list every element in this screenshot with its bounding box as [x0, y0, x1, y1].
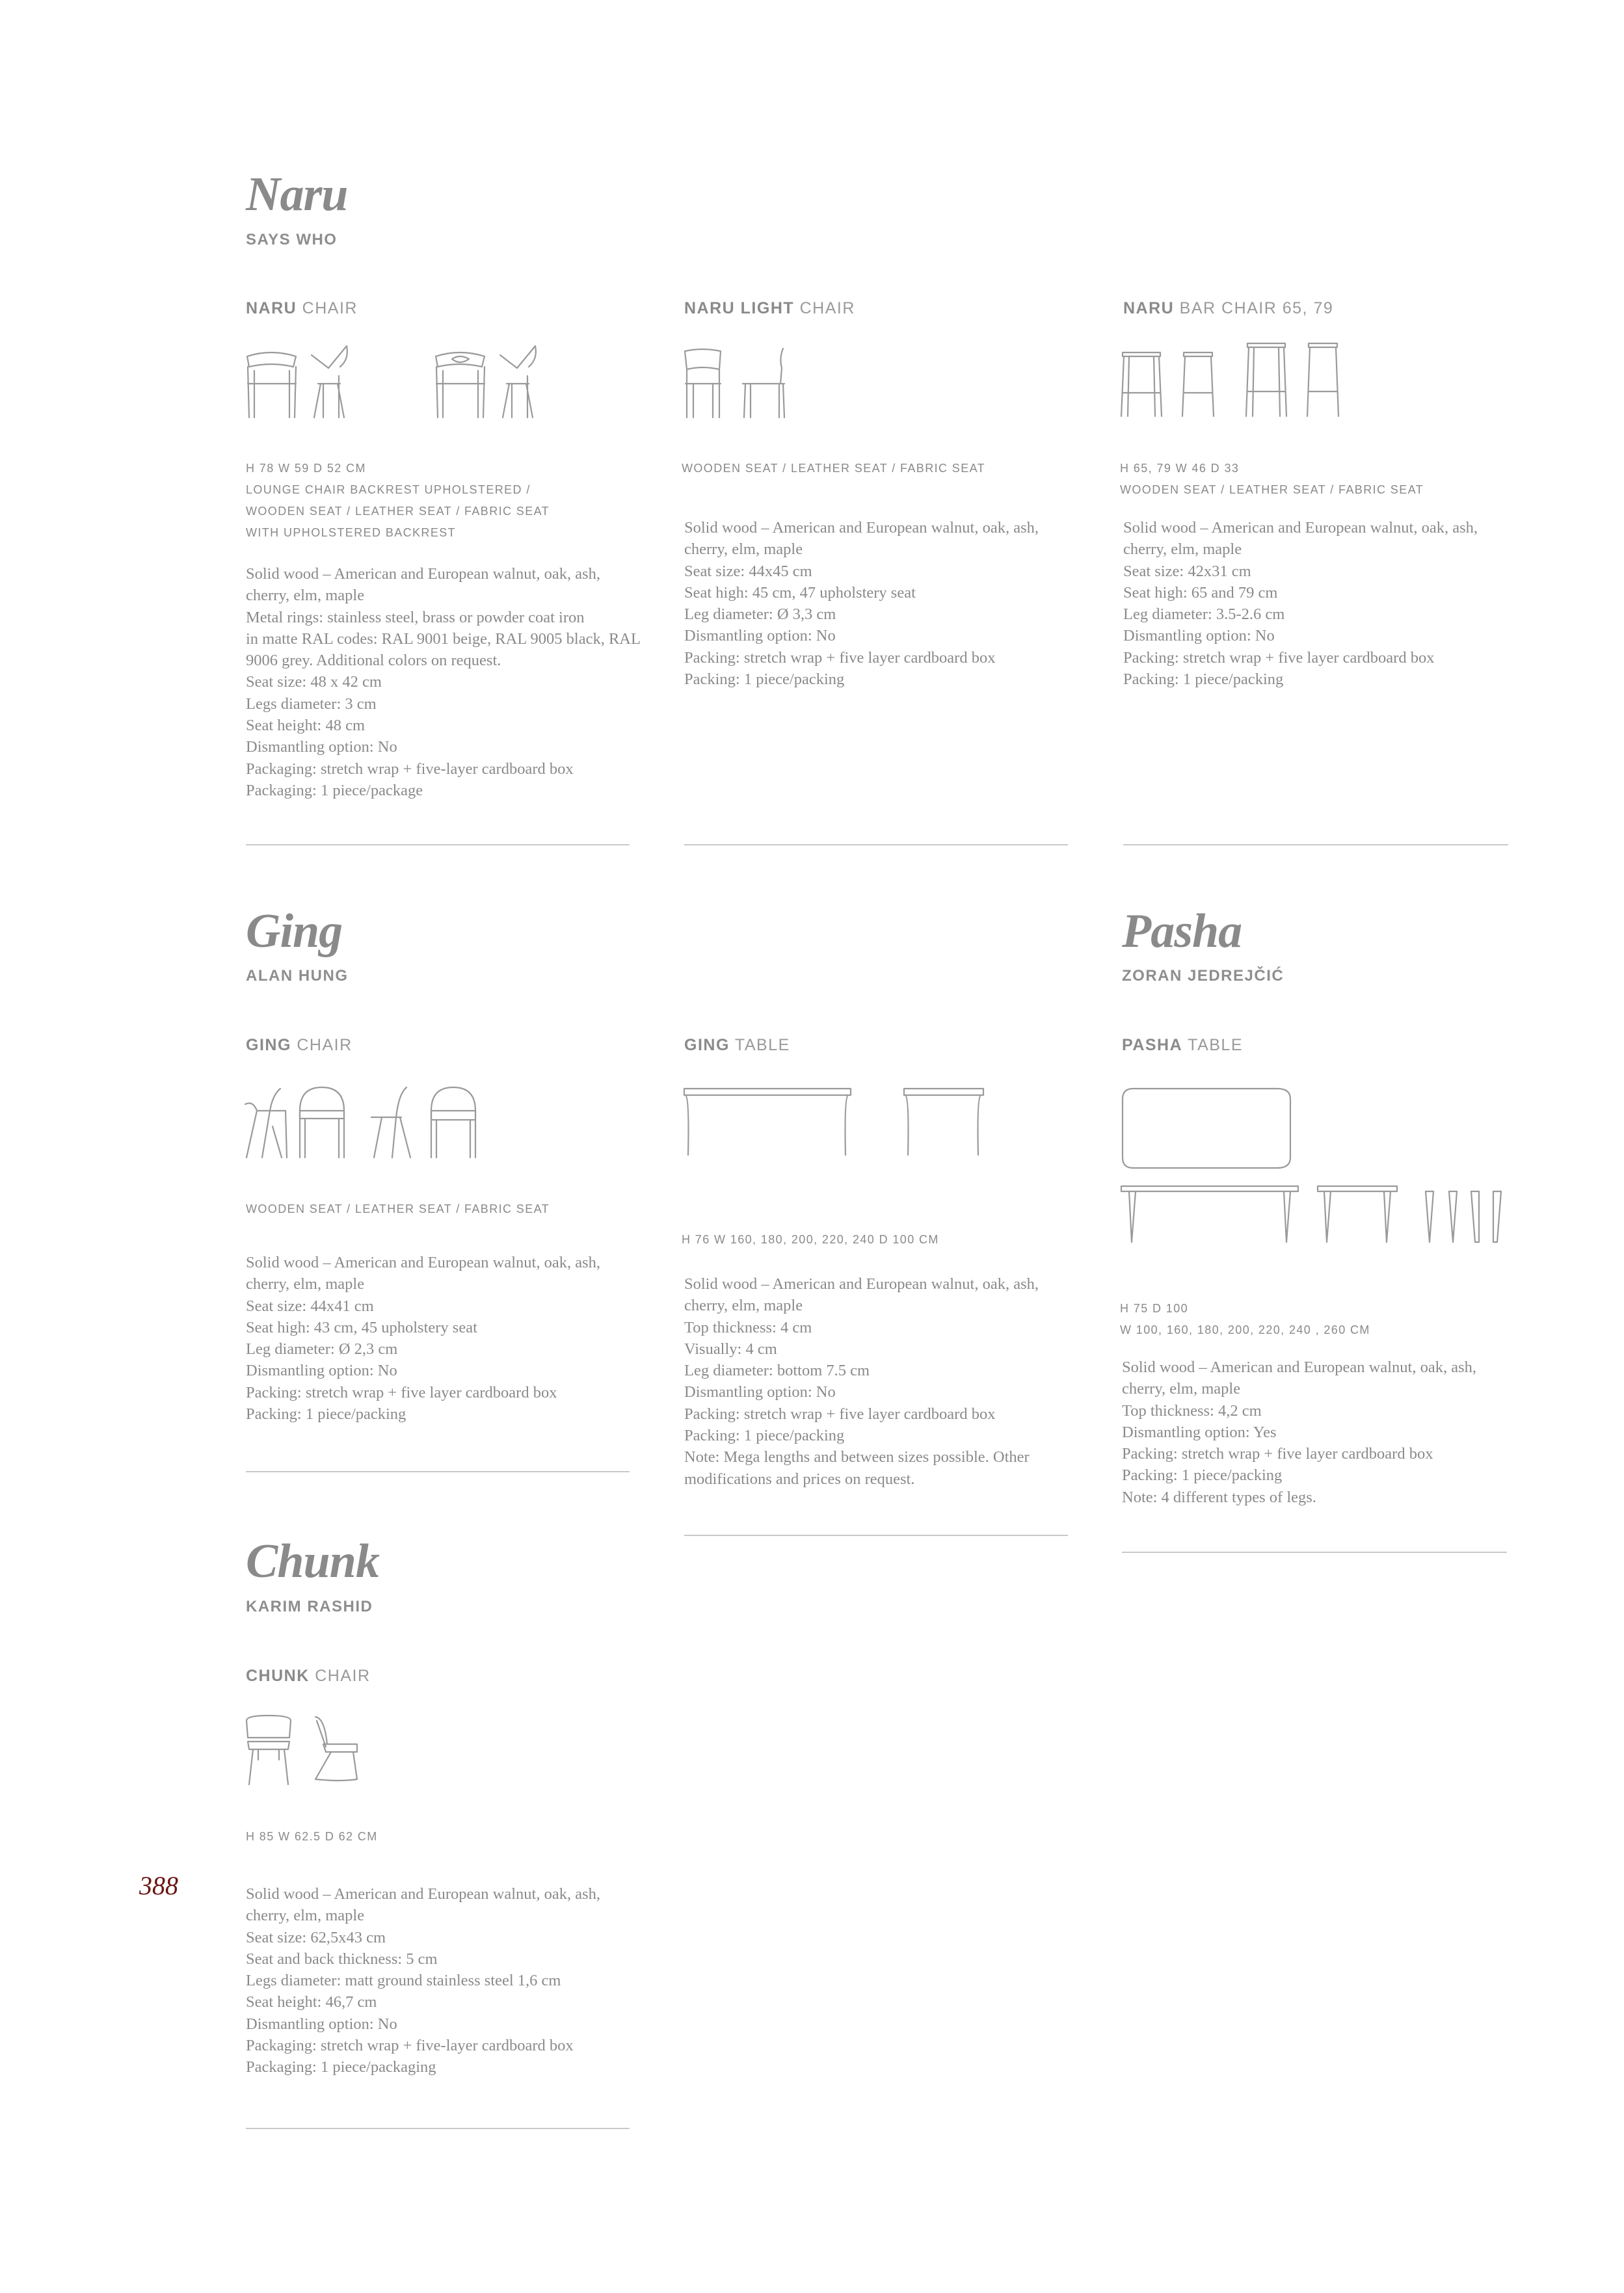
bar-stool-65-front-icon [1121, 352, 1162, 416]
divider [684, 1535, 1068, 1536]
desc-line: Seat high: 65 and 79 cm [1123, 583, 1278, 602]
chunk-chair-side-icon [315, 1717, 357, 1781]
desc-line: cherry, elm, maple [1122, 1380, 1241, 1398]
spec-line: H 75 D 100 [1120, 1302, 1189, 1315]
desc-line: in matte RAL codes: RAL 9001 beige, RAL 9005 black, RAL [246, 630, 641, 648]
spec-line: H 78 W 59 D 52 CM [246, 462, 366, 475]
desc-line: Packaging: 1 piece/package [246, 781, 423, 799]
desc-line: Leg diameter: bottom 7.5 cm [684, 1362, 870, 1380]
ging-chair-illustration [244, 1085, 485, 1160]
product-name-rest: TABLE [1182, 1036, 1244, 1054]
desc-line: Top thickness: 4,2 cm [1122, 1401, 1262, 1420]
desc-line: Solid wood – American and European walnut, oak, ash, [684, 519, 1039, 537]
ging-table-side-icon [904, 1089, 983, 1155]
product-title-pasha-table [1122, 1036, 1243, 1055]
product-name-bold: NARU [1123, 299, 1175, 317]
desc-line: Packing: stretch wrap + five layer cardboard box [1122, 1445, 1433, 1463]
desc-line: Seat size: 62,5x43 cm [246, 1928, 386, 1946]
product-name-rest: CHAIR [297, 299, 358, 317]
desc-chunk-chair [246, 1883, 600, 2078]
desc-line: Dismantling option: No [684, 1383, 836, 1401]
desc-line: cherry, elm, maple [246, 587, 365, 605]
desc-naru-light [684, 517, 1039, 690]
product-name-bold: GING [246, 1036, 291, 1054]
desc-line: Packing: stretch wrap + five layer cardboard box [246, 1383, 557, 1401]
desc-line: Packing: 1 piece/packing [1122, 1466, 1283, 1485]
pasha-table-front-icon [1121, 1186, 1298, 1242]
ging-table-front-icon [684, 1089, 851, 1155]
naru-chair-front-icon [247, 352, 296, 418]
desc-line: cherry, elm, maple [684, 1297, 803, 1315]
naru-chair-side-icon [312, 346, 347, 418]
desc-line: Dismantling option: Yes [1122, 1423, 1277, 1441]
desc-line: Dismantling option: No [246, 1362, 397, 1380]
ging-upholstered-side-icon [371, 1087, 410, 1158]
bar-stool-79-side-icon [1307, 343, 1338, 416]
desc-line: Dismantling option: No [684, 627, 836, 645]
divider [1123, 844, 1508, 845]
ging-upholstered-front-icon [431, 1087, 475, 1158]
product-name-bold: NARU [246, 299, 297, 317]
product-title-ging-table [684, 1036, 790, 1055]
naru-light-illustration [682, 345, 799, 419]
spec-ging-table [682, 1229, 939, 1251]
family-title-naru: Naru [246, 168, 348, 221]
product-name-rest: TABLE [729, 1036, 790, 1054]
product-name-bold: GING [684, 1036, 730, 1054]
spec-naru-light [682, 458, 985, 479]
desc-line: Metal rings: stainless steel, brass or powder coat iron [246, 608, 585, 626]
divider [246, 1471, 630, 1472]
desc-line: cherry, elm, maple [684, 540, 803, 559]
product-title-chunk-chair [246, 1667, 371, 1686]
desc-line: Solid wood – American and European walnut, oak, ash, [684, 1275, 1039, 1293]
ging-chair-side-icon [245, 1089, 287, 1158]
designer-ging: ALAN HUNG [246, 967, 349, 985]
desc-line: Seat size: 44x45 cm [684, 562, 812, 580]
divider [246, 2128, 630, 2129]
bar-stool-65-side-icon [1182, 352, 1214, 416]
pasha-table-side-icon [1318, 1186, 1397, 1242]
product-name-rest: CHAIR [794, 299, 855, 317]
desc-line: Packaging: 1 piece/packaging [246, 2058, 436, 2076]
product-title-naru-bar-chair [1123, 299, 1333, 318]
divider [246, 844, 630, 845]
desc-naru-chair [246, 563, 641, 801]
product-name-bold: NARU LIGHT [684, 299, 795, 317]
designer-pasha: ZORAN JEDREJČIĆ [1122, 967, 1285, 985]
desc-line: Solid wood – American and European walnut, oak, ash, [1123, 519, 1478, 537]
spec-pasha-table [1120, 1298, 1370, 1341]
desc-line: Seat high: 45 cm, 47 upholstery seat [684, 583, 916, 602]
desc-ging-chair [246, 1252, 600, 1425]
naru-chair-illustration [244, 345, 569, 419]
desc-line: Seat size: 44x41 cm [246, 1297, 374, 1315]
spec-ging-chair [246, 1199, 550, 1220]
spec-line: WOODEN SEAT / LEATHER SEAT / FABRIC SEAT [682, 462, 986, 475]
desc-line: Solid wood – American and European walnut, oak, ash, [246, 565, 601, 583]
product-name-bold: CHUNK [246, 1667, 310, 1685]
spec-line: W 100, 160, 180, 200, 220, 240 , 260 CM [1120, 1323, 1370, 1336]
desc-line: Leg diameter: 3.5-2.6 cm [1123, 605, 1285, 624]
page-number: 388 [139, 1871, 178, 1900]
spec-line: LOUNGE CHAIR BACKREST UPHOLSTERED / [246, 483, 531, 496]
ging-table-illustration [683, 1086, 989, 1158]
desc-line: cherry, elm, maple [246, 1907, 365, 1925]
desc-line: Seat and back thickness: 5 cm [246, 1950, 438, 1968]
ging-chair-front-icon [300, 1087, 344, 1158]
desc-line: Seat height: 46,7 cm [246, 1993, 377, 2011]
desc-ging-table [684, 1273, 1039, 1490]
desc-line: Solid wood – American and European walnut, oak, ash, [1122, 1359, 1477, 1376]
desc-line: Solid wood – American and European walnut, oak, ash, [246, 1254, 601, 1271]
product-name-bold: PASHA [1122, 1036, 1183, 1054]
desc-line: Leg diameter: Ø 2,3 cm [246, 1340, 398, 1359]
desc-line: Packing: stretch wrap + five layer cardboard box [1123, 648, 1435, 667]
chunk-chair-front-icon [246, 1716, 291, 1784]
desc-line: Seat height: 48 cm [246, 717, 366, 735]
naru-lounge-front-icon [436, 352, 485, 418]
desc-line: Note: 4 different types of legs. [1122, 1488, 1316, 1506]
desc-line: modifications and prices on request. [684, 1470, 915, 1488]
spec-naru-bar [1120, 458, 1424, 501]
desc-line: Legs diameter: matt ground stainless steel 1,6 cm [246, 1972, 561, 1990]
spec-line: WITH UPHOLSTERED BACKREST [246, 526, 457, 539]
naru-bar-illustration [1120, 341, 1344, 419]
spec-line: H 76 W 160, 180, 200, 220, 240 D 100 CM [682, 1233, 939, 1246]
desc-line: Seat high: 43 cm, 45 upholstery seat [246, 1318, 477, 1336]
desc-line: Packing: 1 piece/packing [684, 1427, 845, 1445]
family-title-chunk: Chunk [246, 1535, 379, 1588]
desc-line: Dismantling option: No [1123, 627, 1275, 645]
spec-line: H 65, 79 W 46 D 33 [1120, 462, 1240, 475]
spec-line: WOODEN SEAT / LEATHER SEAT / FABRIC SEAT [246, 1202, 550, 1215]
desc-line: Seat size: 48 x 42 cm [246, 673, 382, 691]
designer-naru: SAYS WHO [246, 231, 338, 248]
desc-line: Packing: 1 piece/packing [246, 1405, 406, 1424]
pasha-leg-types-icon [1426, 1191, 1501, 1242]
product-name-rest: CHAIR [291, 1036, 353, 1054]
pasha-table-illustration [1120, 1086, 1510, 1249]
desc-line: Seat size: 42x31 cm [1123, 562, 1251, 580]
naru-light-side-icon [743, 349, 784, 418]
bar-stool-79-front-icon [1246, 343, 1286, 416]
desc-line: Note: Mega lengths and between sizes possible. Other [684, 1448, 1030, 1466]
desc-line: Top thickness: 4 cm [684, 1318, 812, 1336]
desc-line: cherry, elm, maple [1123, 540, 1242, 559]
product-title-naru-chair [246, 299, 358, 318]
designer-chunk: KARIM RASHID [246, 1598, 373, 1615]
spec-line: WOODEN SEAT / LEATHER SEAT / FABRIC SEAT [1120, 483, 1424, 496]
desc-line: Dismantling option: No [246, 2015, 397, 2033]
divider [684, 844, 1068, 845]
naru-lounge-side-icon [500, 346, 536, 418]
pasha-table-top-view-icon [1123, 1089, 1290, 1168]
desc-line: Packing: 1 piece/packing [684, 670, 845, 689]
desc-line: Packaging: stretch wrap + five-layer cardboard box [246, 2037, 574, 2055]
desc-line: Legs diameter: 3 cm [246, 695, 377, 713]
desc-naru-bar [1123, 517, 1478, 690]
product-title-naru-light-chair [684, 299, 855, 318]
desc-line: Packing: stretch wrap + five layer cardboard box [684, 648, 996, 667]
desc-line: Solid wood – American and European walnut, oak, ash, [246, 1885, 601, 1903]
product-name-rest: CHAIR [309, 1667, 371, 1685]
spec-line: WOODEN SEAT / LEATHER SEAT / FABRIC SEAT [246, 505, 550, 518]
chunk-chair-illustration [244, 1714, 374, 1786]
desc-line: Packing: 1 piece/packing [1123, 670, 1284, 689]
desc-line: Packing: stretch wrap + five layer cardboard box [684, 1405, 996, 1423]
product-name-rest: BAR CHAIR 65, 79 [1174, 299, 1334, 317]
desc-line: Dismantling option: No [246, 738, 397, 756]
desc-line: Packaging: stretch wrap + five-layer cardboard box [246, 760, 574, 778]
desc-pasha-table [1122, 1357, 1476, 1508]
desc-line: 9006 grey. Additional colors on request. [246, 652, 501, 670]
desc-line: Visually: 4 cm [684, 1340, 777, 1358]
divider [1122, 1552, 1507, 1553]
spec-naru-chair [246, 458, 550, 544]
product-title-ging-chair [246, 1036, 353, 1055]
family-title-pasha: Pasha [1122, 905, 1242, 958]
family-title-ging: Ging [246, 905, 343, 958]
spec-line: H 85 W 62.5 D 62 CM [246, 1830, 378, 1843]
spec-chunk-chair [246, 1826, 378, 1848]
naru-light-front-icon [685, 349, 721, 418]
desc-line: Leg diameter: Ø 3,3 cm [684, 605, 836, 624]
desc-line: cherry, elm, maple [246, 1275, 365, 1293]
